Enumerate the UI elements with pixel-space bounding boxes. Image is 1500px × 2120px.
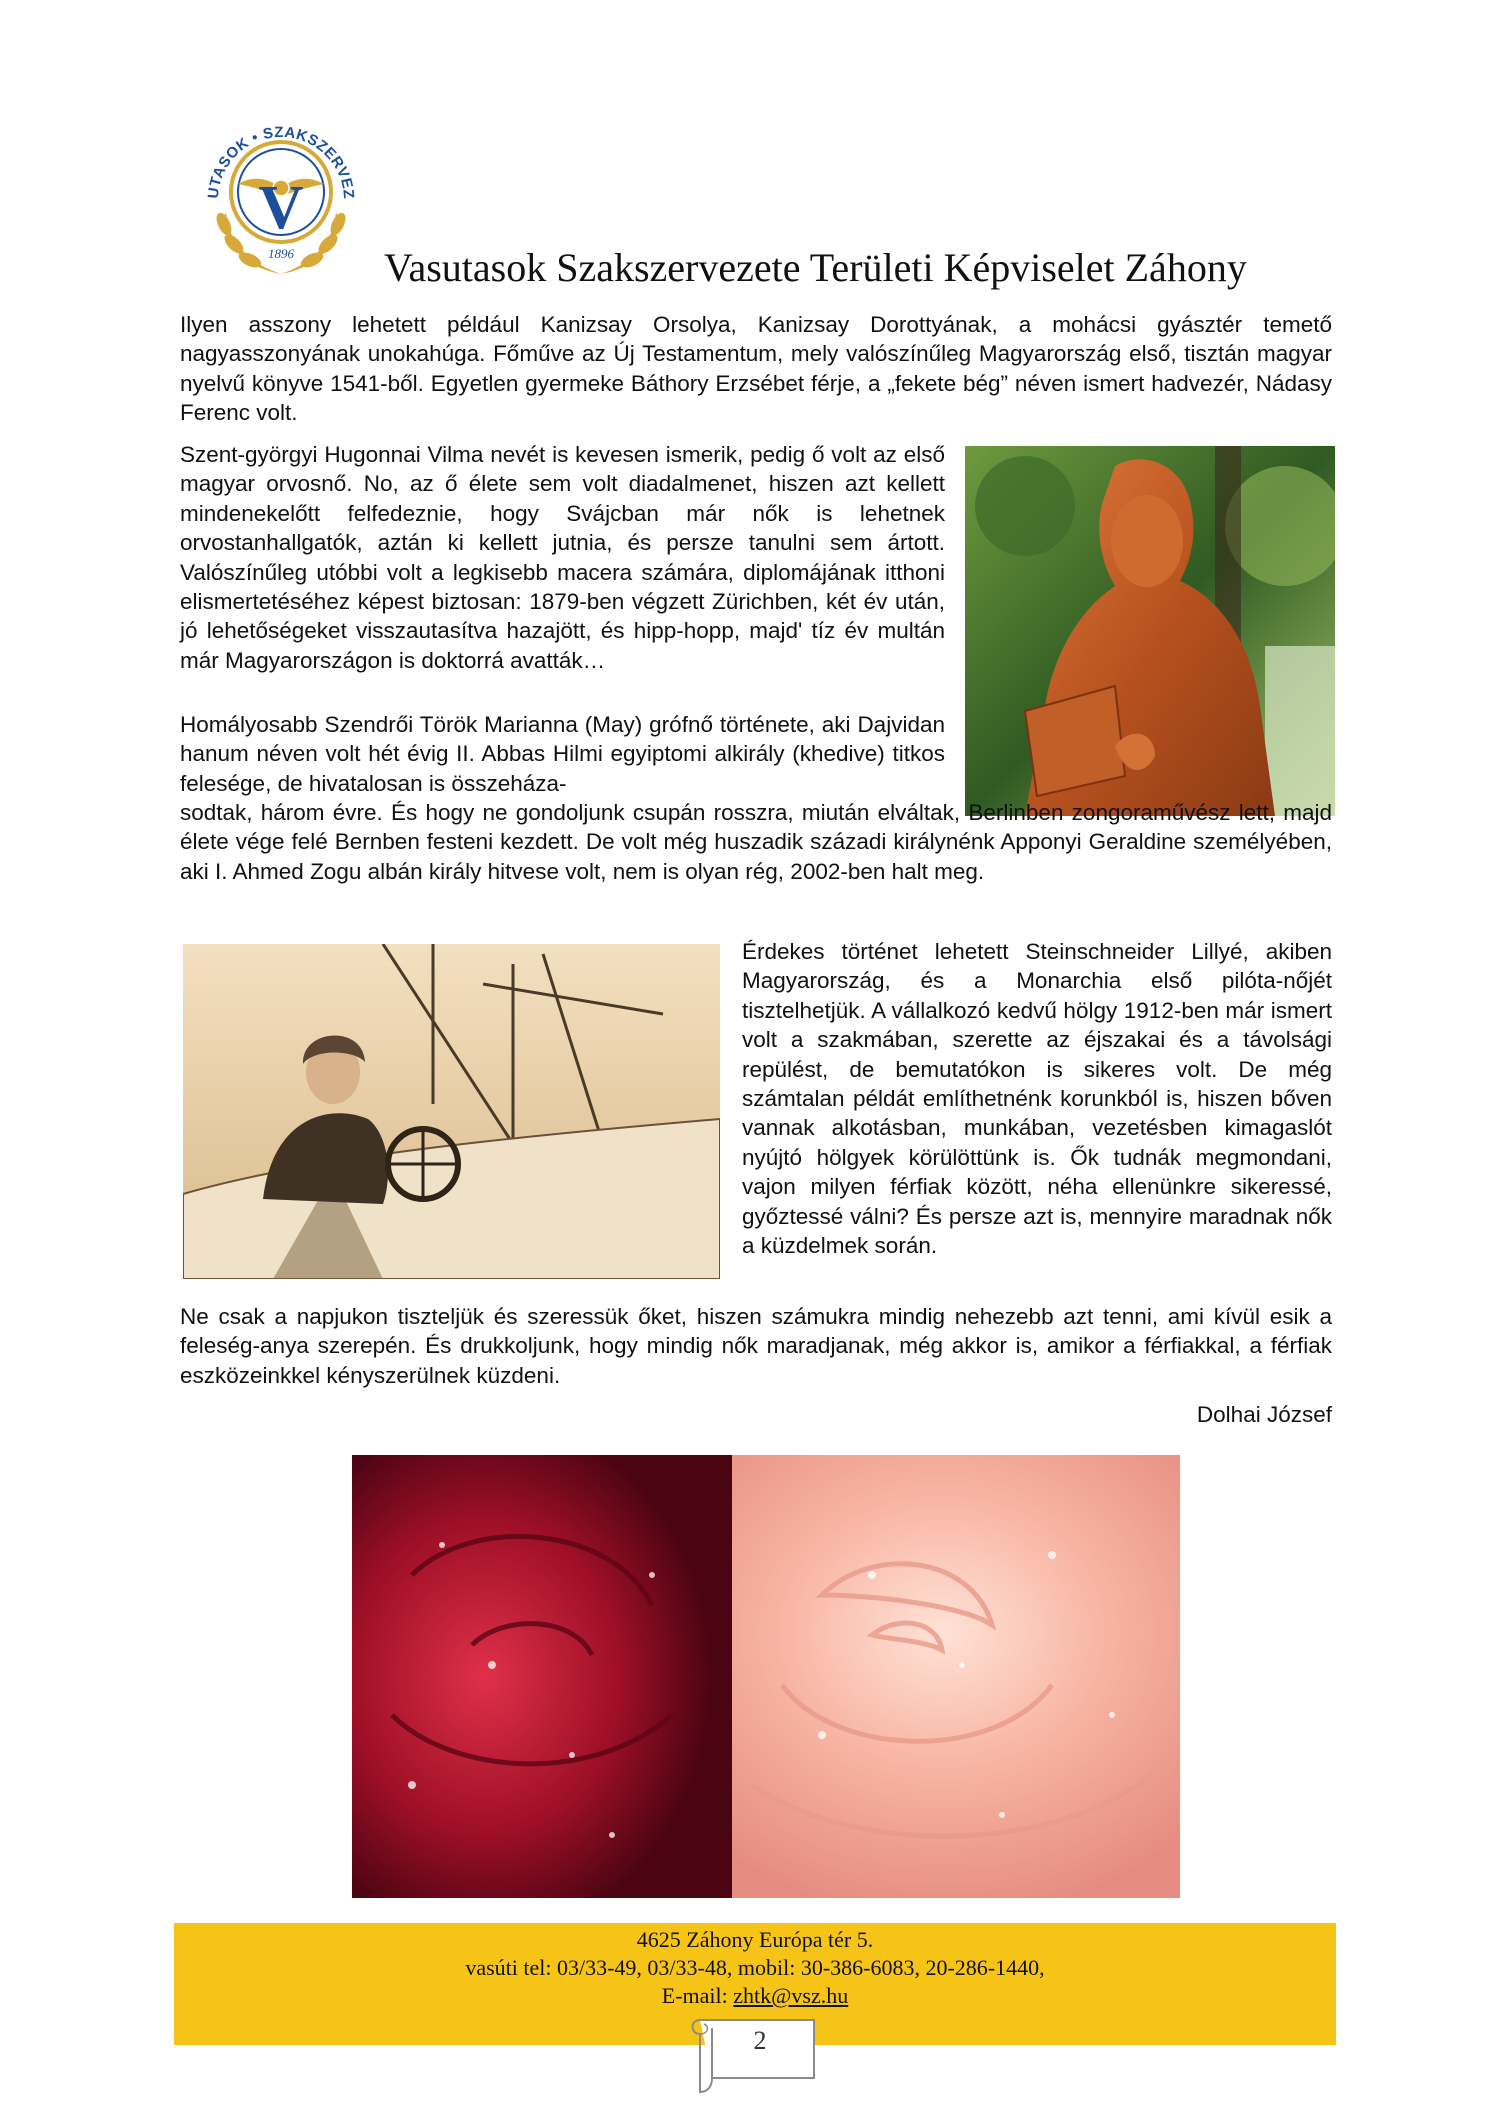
footer-email-line: [174, 1983, 1336, 2009]
paragraph-apponyi: sodtak, három évre. És hogy ne gondoljunk csupán rosszra, miután elváltak, Berlinben zongoraművész lett, majd élete vége felé Bernben festeni kezdett. De volt még huszadik századi királynénk Apponyi Geraldine személyében, aki I. Ahmed Zogu albán király hitvese volt, nem is olyan rég, 2002-ben halt meg.: [180, 800, 1332, 884]
footer-phones: vasúti tel: 03/33-49, 03/33-48, mobil: 30-386-6083, 20-286-1440,: [465, 1955, 1045, 1980]
paragraph-torok-marianna: Homályosabb Szendrői Török Marianna (May) grófnő története, aki Dajvidan hanum néven volt hét évig II. Abbas Hilmi egyiptomi alkirály (khedive) titkos felesége, de hivatalosan is összeháza-: [180, 712, 945, 796]
email-link[interactable]: zhtk@vsz.hu: [733, 1983, 849, 2008]
page-title: Vasutasok Szakszervezete Területi Képviselet Záhony: [384, 245, 1247, 290]
paragraph-hugonnai: Szent-györgyi Hugonnai Vilma nevét is kevesen ismerik, pedig ő volt az első magyar orvosnő. No, az ő élete sem volt diadalmenet, hiszen azt kellett mindenekelőtt felfedeznie, hogy Svájcban már nők is lehetnek orvostanhallgatók, aztán ki kellett jutnia, és persze tanulni sem ártott. Valószínűleg utóbbi volt a legkisebb macera számára, diplomájának itthoni elismertetéséhez képest biztosan: 1879-ben végzett Zürichben, két év után, jó lehetőségeket visszautasítva hazajött, és hipp-hopp, majd' tíz év multán már Magyarországon is doktorrá avatták…: [180, 442, 945, 673]
author-signature: Dolhai József: [1196, 1402, 1332, 1427]
page-number: 2: [753, 2026, 767, 2055]
union-logo: [186, 92, 376, 282]
footer-email-label: E-mail:: [661, 1983, 734, 2008]
logo-union-name: UTASOK • SZAKSZERVEZ: [204, 123, 358, 200]
paragraph-closing: Ne csak a napjukon tiszteljük és szeressük őket, hiszen számukra mindig nehezebb azt tenni, ami kívül esik a feleség-anya szerepén. És drukkoljunk, hogy mindig nők maradjanak, még akkor is, amikor a férfiakkal, a férfiak eszközeinkkel kényszerülnek küzdeni.: [180, 1304, 1332, 1388]
footer-address: 4625 Záhony Európa tér 5.: [636, 1927, 874, 1952]
roses-photo: [352, 1455, 1180, 1898]
paragraph-steinschneider: Érdekes történet lehetett Steinschneider Lillyé, akiben Magyarország, és a Monarchia első pilóta-nőjét tisztelhetjük. A vállalkozó kedvű hölgy 1912-ben már ismert volt a szakmában, szerette az éjszakai és a távolsági repülést, de bemutatókon is sikeres volt. De még számtalan példát említhetnénk korunkból is, hiszen bőven vannak alkotásban, munkában, vezetésben kimagaslót nyújtó hölgyek körülöttünk is. Ők tudnák megmondani, vajon milyen férfiak között, néha ellenünkre sikeressé, győztessé válni? És persze azt is, mennyire maradnak nők a küzdelmek során.: [742, 939, 1332, 1259]
logo-year: 1896: [268, 246, 294, 261]
statue-photo: [965, 446, 1335, 816]
logo-letter: V: [258, 174, 304, 242]
pilot-photo: [183, 944, 720, 1279]
paragraph-kanizsay: Ilyen asszony lehetett például Kanizsay Orsolya, Kanizsay Dorottyának, a mohácsi gyásztér temető nagyasszonyának unokahúga. Főműve az Új Testamentum, mely valószínűleg Magyarország első, tisztán magyar nyelvű könyve 1541-ből. Egyetlen gyermeke Báthory Erzsébet férje, a „fekete bég” néven ismert hadvezér, Nádasy Ferenc volt.: [180, 312, 1332, 426]
